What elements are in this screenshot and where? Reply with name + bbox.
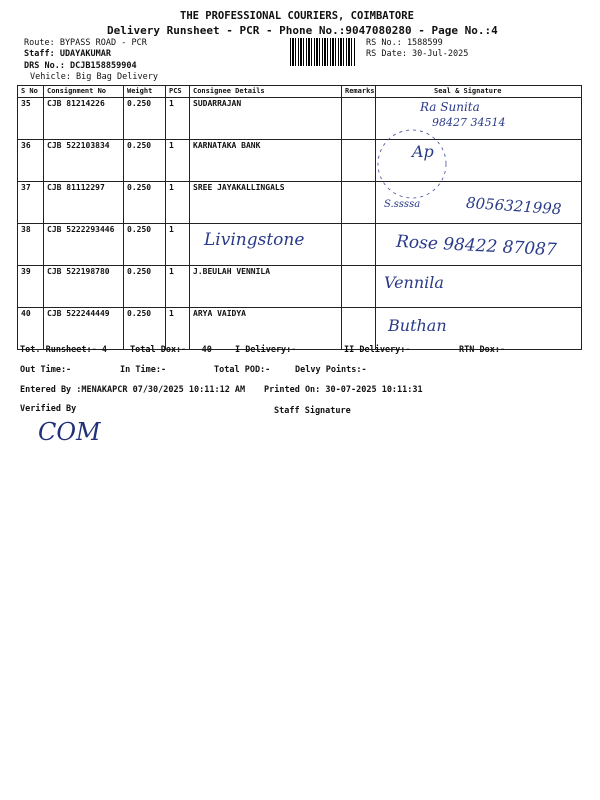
table-row: [18, 266, 582, 308]
cell-consignee: SUDARRAJAN: [190, 98, 342, 140]
cell-consignment: CJB 522103834: [44, 140, 124, 182]
handwritten-signature: Vennila: [384, 273, 444, 292]
cell-consignee: J.BEULAH VENNILA: [190, 266, 342, 308]
col-signature: Seal & Signature: [376, 86, 582, 98]
col-pcs: PCS: [166, 86, 190, 98]
cell-sno: 40: [18, 308, 44, 350]
runsheet-title: Delivery Runsheet - PCR - Phone No.:9047080280 - Page No.:4: [107, 24, 498, 37]
cell-pcs: 1: [166, 140, 190, 182]
staff-label: Staff: UDAYAKUMAR: [24, 49, 111, 59]
company-name: THE PROFESSIONAL COURIERS, COIMBATORE: [180, 10, 414, 22]
col-remarks: Remarks: [342, 86, 376, 98]
barcode: [290, 38, 356, 66]
cell-pcs: 1: [166, 98, 190, 140]
rs-number: RS No.: 1588599: [366, 38, 443, 48]
col-sno: S No: [18, 86, 44, 98]
cell-consignee: SREE JAYAKALLINGALS: [190, 182, 342, 224]
seal-stamp-circle: [370, 128, 460, 200]
cell-consignment: CJB 522244449: [44, 308, 124, 350]
cell-remarks: [342, 266, 376, 308]
in-time: In Time:-: [120, 365, 167, 375]
total-pod: Total POD:-: [214, 365, 271, 375]
table-row: [18, 140, 582, 182]
cell-weight: 0.250: [124, 266, 166, 308]
cell-sno: 38: [18, 224, 44, 266]
table-header-row: [18, 86, 582, 98]
cell-sno: 39: [18, 266, 44, 308]
cell-pcs: 1: [166, 308, 190, 350]
cell-consignee: ARYA VAIDYA: [190, 308, 342, 350]
cell-consignment: CJB 522198780: [44, 266, 124, 308]
cell-consignment: CJB 5222293446: [44, 224, 124, 266]
cell-sno: 36: [18, 140, 44, 182]
cell-weight: 0.250: [124, 140, 166, 182]
route-label: Route: BYPASS ROAD - PCR: [24, 38, 147, 48]
cell-consignee: KARNATAKA BANK: [190, 140, 342, 182]
drs-label: DRS No.: DCJB158859904: [24, 61, 137, 71]
staff-signature-label: Staff Signature: [274, 406, 351, 416]
handwritten-signature: S.ssssa: [384, 199, 421, 210]
vehicle-label: Vehicle: Big Bag Delivery: [30, 72, 158, 82]
handwritten-signature: Buthan: [388, 316, 447, 335]
cell-weight: 0.250: [124, 224, 166, 266]
cell-remarks: [342, 308, 376, 350]
cell-weight: 0.250: [124, 308, 166, 350]
table-row: [18, 308, 582, 350]
verified-signature: COM: [38, 418, 101, 446]
col-weight: Weight: [124, 86, 166, 98]
cell-remarks: [342, 224, 376, 266]
cell-weight: 0.250: [124, 98, 166, 140]
handwritten-signature: Ra Sunita: [420, 100, 480, 114]
delvy-points: Delvy Points:-: [295, 365, 367, 375]
col-consignee: Consignee Details: [190, 86, 342, 98]
ii-delivery: II Delivery:-: [344, 345, 411, 355]
handwritten-signature: Ap: [412, 142, 434, 161]
col-consignment: Consignment No: [44, 86, 124, 98]
handwritten-signature: Rose 98422 87087: [395, 231, 558, 261]
cell-weight: 0.250: [124, 182, 166, 224]
cell-pcs: 1: [166, 182, 190, 224]
handwritten-phone: 8056321998: [465, 193, 562, 219]
total-dox: Total Dox:- 40: [130, 345, 212, 355]
printed-on: Printed On: 30-07-2025 10:11:31: [264, 385, 423, 395]
rs-date: RS Date: 30-Jul-2025: [366, 49, 469, 59]
i-delivery: I Delivery:-: [235, 345, 297, 355]
cell-sno: 35: [18, 98, 44, 140]
tot-runsheet: Tot. Runsheet:- 4: [20, 345, 107, 355]
handwritten-phone: 98427 34514: [432, 116, 506, 129]
cell-pcs: 1: [166, 266, 190, 308]
entered-by: Entered By :MENAKAPCR 07/30/2025 10:11:12 AM: [20, 385, 246, 395]
verified-by-label: Verified By: [20, 404, 77, 414]
out-time: Out Time:-: [20, 365, 72, 375]
cell-consignment: CJB 81112297: [44, 182, 124, 224]
rtn-dox: RTN Dox:-: [459, 345, 506, 355]
cell-sno: 37: [18, 182, 44, 224]
cell-consignment: CJB 81214226: [44, 98, 124, 140]
cell-pcs: 1: [166, 224, 190, 266]
handwritten-consignee-name: Livingstone: [204, 230, 305, 250]
